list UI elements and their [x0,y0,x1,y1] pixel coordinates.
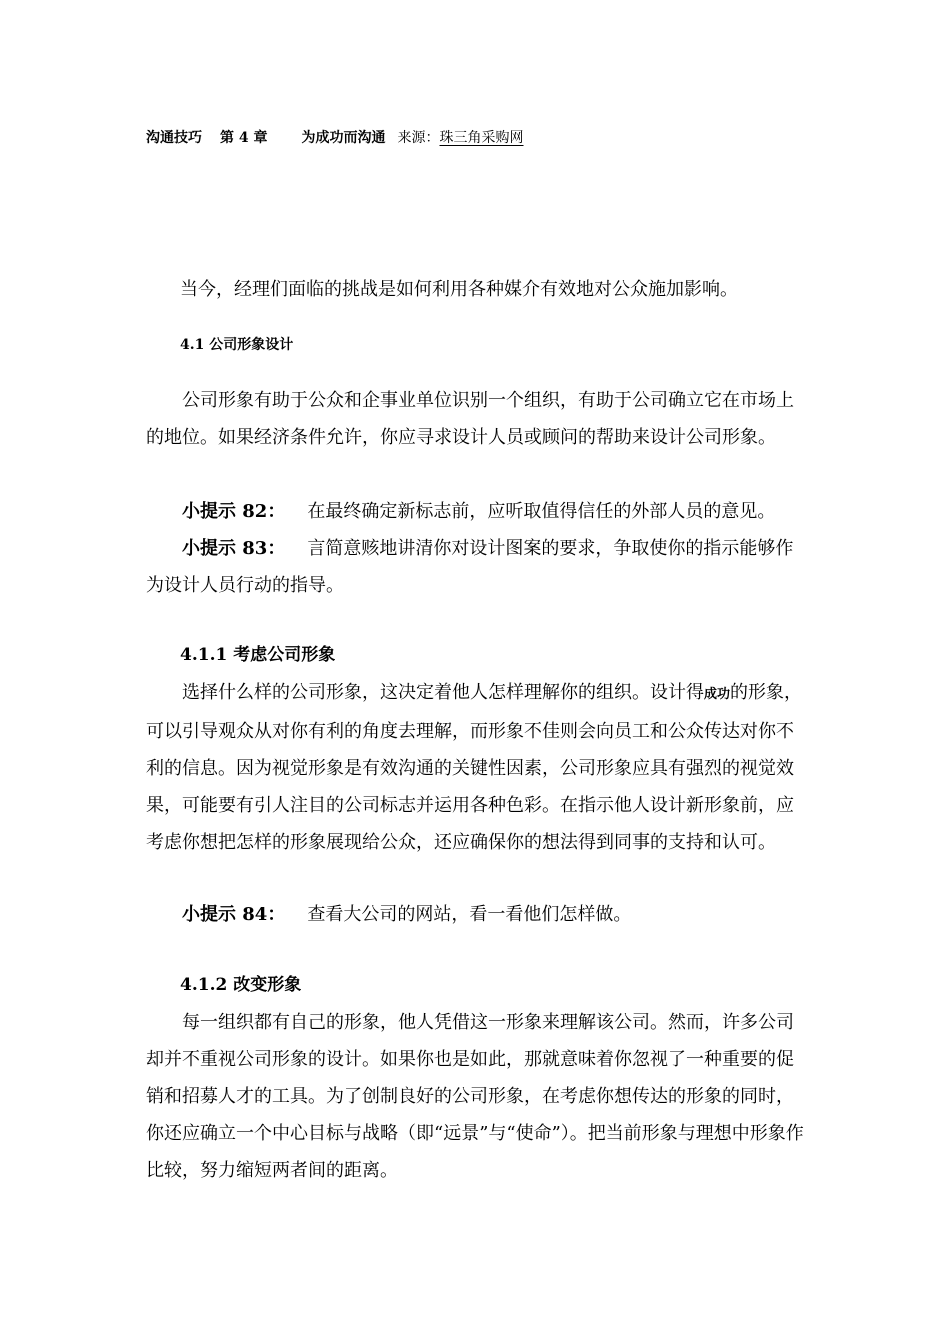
document-header [146,128,524,148]
section-4-1-1-heading: 4.1.1 考虑公司形象 [180,645,336,665]
section-4-1-1-text-a: 选择什么样的公司形象，这决定着他人怎样理解你的组织。设计得 [182,682,704,703]
tip-84-label: 小提示 84： [182,904,286,925]
section-4-1-heading: 4.1 公司形象设计 [180,337,294,353]
tip-84-text: 查看大公司的网站，看一看他们怎样做。 [307,904,632,925]
section-4-1-paragraph: 公司形象有助于公众和企事业单位识别一个组织，有助于公司确立它在市场上的地位。如果经济条件允许，你应寻求设计人员或顾问的帮助来设计公司形象。 [146,390,794,448]
tip-82-text: 在最终确定新标志前，应听取值得信任的外部人员的意见。 [307,501,776,522]
tip-83-text: 言简意赅地讲清你对设计图案的要求，争取使你的指示能够作为设计人员行动的指导。 [146,538,794,596]
section-4-1-1-bold-word: 成功 [704,687,731,702]
source-link[interactable]: 珠三角采购网 [439,130,524,146]
tip-83-label: 小提示 83： [182,538,286,559]
tip-84 [146,896,806,933]
section-4-1-1-paragraph [146,674,806,861]
header-chapter-title: 为成功而沟通 [301,130,386,146]
intro-paragraph: 当今，经理们面临的挑战是如何利用各种媒介有效地对公众施加影响。 [180,279,738,300]
tip-82 [146,493,806,530]
section-4-1-2-paragraph: 每一组织都有自己的形象，他人凭借这一形象来理解该公司。然而，许多公司却并不重视公司形象的设计。如果你也是如此，那就意味着你忽视了一种重要的促销和招募人才的工具。为了创制良好的公司形象，在考虑你想传达的形象的同时，你还应确立一个中心目标与战略（即“远景”与“使命”）。把当前形象与理想中形象作比较，努力缩短两者间的距离。 [146,1012,804,1181]
tip-83 [146,530,806,604]
header-topic: 沟通技巧 [146,130,202,146]
section-4-1-1-text-b: 的形象，可以引导观众从对你有利的角度去理解，而形象不佳则会向员工和公众传达对你不利的信息。因为视觉形象是有效沟通的关键性因素，公司形象应具有强烈的视觉效果，可能要有引人注目的公司标志并运用各种色彩。在指示他人设计新形象前，应考虑你想把怎样的形象展现给公众，还应确保你的想法得到同事的支持和认可。 [146,682,803,853]
header-chapter: 第 4 章 [220,130,268,146]
tip-82-label: 小提示 82： [182,501,286,522]
header-source-label: 来源： [397,130,440,146]
section-4-1-2-heading: 4.1.2 改变形象 [180,975,302,995]
